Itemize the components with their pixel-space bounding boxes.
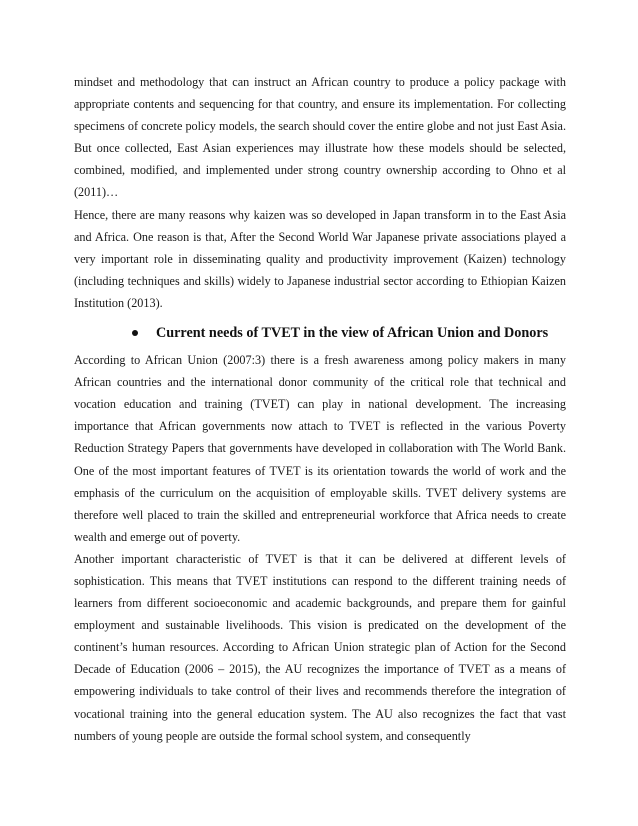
paragraph-policy-package: mindset and methodology that can instruct an African country to produce a policy package with appropriate contents and sequencing for that country, and ensure its implementation. For collecting specimens of concrete policy models, the search should cover the entire globe and not just East Asia. But once collected, East Asian experiences may illustrate how these models should be selected, combined, modified, and implemented under strong country ownership according to Ohno et al (2011)… <box>74 75 566 200</box>
bullet-icon <box>132 330 138 336</box>
paragraph-kaizen-japan: Hence, there are many reasons why kaizen was so developed in Japan transform in to the East Asia and Africa. One reason is that, After the Second World War Japanese private associations played a very important role in disseminating quality and productivity improvement (Kaizen) technology (including techniques and skills) widely to Japanese industrial sector according to Ethiopian Kaizen Institution (2013). <box>74 207 566 310</box>
section-heading-text: Current needs of TVET in the view of African Union and Donors <box>156 324 549 341</box>
paragraph-african-union-tvet: According to African Union (2007:3) there is a fresh awareness among policy makers in many African countries and the international donor community of the critical role that technical and vocation education and training (TVET) can play in national development. The increasing importance that African governments now attach to TVET is reflected in the various Poverty Reduction Strategy Papers that governments have developed in collaboration with The World Bank. One of the most important features of TVET is its orientation towards the world of work and the emphasis of the curriculum on the acquisition of employable skills. TVET delivery systems are therefore well placed to train the skilled and entrepreneurial workforce that Africa needs to create wealth and emerge out of poverty. <box>74 353 566 544</box>
page-body <box>74 71 566 747</box>
paragraph-tvet-characteristics: Another important characteristic of TVET is that it can be delivered at different levels of sophistication. This means that TVET institutions can respond to the different training needs of learners from different socioeconomic and academic backgrounds, and prepare them for gainful employment and sustainable livelihoods. This vision is predicated on the development of the continent’s human resources. According to African Union strategic plan of Action for the Second Decade of Education (2006 – 2015), the AU recognizes the importance of TVET as a means of empowering individuals to take control of their lives and recommends therefore the integration of vocational training into the general education system. The AU also recognizes the fact that vast numbers of young people are outside the formal school system, and consequently <box>74 551 566 743</box>
section-heading <box>74 321 566 345</box>
